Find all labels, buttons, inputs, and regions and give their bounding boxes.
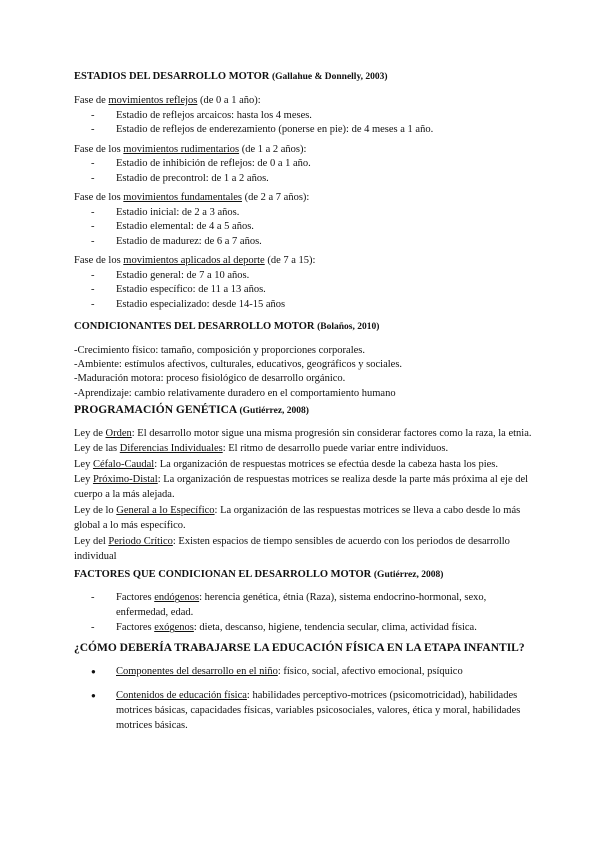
factor-term: exógenos	[154, 622, 194, 634]
phase-prefix: Fase de	[74, 95, 109, 106]
factor-text: : dieta, descanso, higiene, tendencia secular, clima, actividad física.	[193, 622, 477, 634]
law-text: : El ritmo de desarrollo puede variar entre individuos.	[222, 443, 449, 455]
section-title-estadios	[74, 70, 540, 84]
law-term: Diferencias Individuales	[119, 443, 223, 455]
stage-item: - Estadio específico: de 11 a 13 años.	[91, 283, 540, 298]
law-text: : El desarrollo motor sigue una misma progresión sin considerar factores como la raza, la etnia.	[131, 427, 532, 439]
phase-term: movimientos rudimentarios	[123, 143, 240, 155]
law-term: Próximo-Distal	[92, 474, 158, 486]
law-text: : La organización de respuestas motrices se efectúa desde la cabeza hasta los pies.	[154, 458, 499, 470]
phase-range: (de 2 a 7 años):	[241, 192, 310, 203]
phase-prefix: Fase de los	[74, 143, 124, 155]
section-programacion	[74, 403, 540, 565]
stage-item: - Estadio de reflejos de enderezamiento (ponerse en pie): de 4 meses a 1 año.	[91, 123, 540, 138]
law-text: : Existen espacios de tiempo sensibles de acuerdo con los periodos de desarrollo individual	[74, 535, 510, 563]
section-title-educacion-fisica	[74, 641, 540, 655]
phase-heading	[74, 254, 540, 269]
stage-item: - Estadio de reflejos arcaicos: hasta los 4 meses.	[91, 109, 540, 124]
phase-heading	[74, 191, 540, 206]
bullet-text: : físico, social, afectivo emocional, psíquico	[277, 666, 463, 678]
heading-source: (Gutiérrez, 2008)	[239, 405, 309, 416]
stage-item: - Estadio de madurez: de 6 a 7 años.	[91, 235, 540, 250]
law-paragraph	[74, 534, 540, 565]
law-paragraph	[74, 441, 540, 456]
laws-list	[74, 426, 540, 565]
heading-text: ESTADIOS DEL DESARROLLO MOTOR	[74, 71, 270, 82]
law-prefix: Ley del	[74, 535, 109, 547]
law-paragraph	[74, 426, 540, 441]
section-factores	[74, 568, 540, 635]
phases-list	[74, 94, 540, 312]
law-paragraph	[74, 457, 540, 472]
law-term: General a lo Específico	[116, 504, 215, 516]
condicionante-line: -Crecimiento físico: tamaño, composición y proporciones corporales.	[74, 345, 366, 356]
law-text: : La organización de respuestas motrices se realiza desde la parte más próxima al eje del cuerpo a la más alejada.	[74, 474, 529, 501]
law-prefix: Ley de lo	[74, 504, 117, 516]
law-paragraph	[74, 503, 540, 534]
condicionante-line: -Maduración motora: proceso fisiológico de desarrollo orgánico.	[74, 373, 346, 385]
stage-item: - Estadio de precontrol: de 1 a 2 años.	[91, 172, 540, 187]
law-prefix: Ley	[74, 458, 93, 470]
heading-source: (Bolaños, 2010)	[317, 322, 380, 332]
law-term: Céfalo-Caudal	[92, 458, 155, 470]
stage-list	[74, 269, 540, 313]
law-prefix: Ley de las	[74, 443, 120, 455]
phase-heading	[74, 94, 540, 109]
phase-range: (de 1 a 2 años):	[239, 143, 307, 155]
bullet-item	[91, 664, 540, 679]
factor-item	[91, 620, 540, 635]
stage-item: - Estadio especializado: desde 14-15 años	[91, 298, 540, 313]
phase-term: movimientos reflejos	[108, 95, 198, 106]
law-text: : La organización de las respuestas motrices se lleva a cabo desde lo más global a lo más específico.	[74, 504, 521, 532]
law-prefix: Ley	[74, 474, 93, 486]
heading-text: ¿CÓMO DEBERÍA TRABAJARSE LA EDUCACIÓN FÍSICA EN LA ETAPA INFANTIL?	[74, 642, 525, 655]
factor-term: endógenos	[154, 592, 200, 604]
phase-range: (de 7 a 15):	[264, 255, 316, 266]
bullet-text: : habilidades perceptivo-motrices (psicomotricidad), habilidades motrices básicas, capacidades físicas, variables psicosociales, valores, ética y moral, habilidades motrices básicas.	[116, 690, 521, 732]
condicionante-line: -Ambiente: estímulos afectivos, culturales, educativos, geográficos y sociales.	[74, 359, 403, 371]
bullet-term: Componentes del desarrollo en el niño	[116, 666, 278, 678]
condicionante-line: -Aprendizaje: cambio relativamente duradero en el comportamiento humano	[74, 387, 396, 399]
factor-text: : herencia genética, étnia (Raza), sistema endocrino-hormonal, sexo, enfermedad, edad.	[116, 592, 487, 619]
phase-prefix: Fase de los	[74, 255, 124, 266]
section-educacion-fisica	[74, 641, 540, 733]
stage-list	[74, 157, 540, 186]
factor-prefix: Factores	[116, 592, 155, 604]
educacion-list	[74, 664, 540, 733]
heading-source: (Gallahue & Donnelly, 2003)	[272, 72, 388, 82]
section-title-programacion	[74, 403, 540, 418]
stage-list	[74, 206, 540, 250]
law-paragraph	[74, 472, 540, 503]
law-term: Periodo Crítico	[108, 535, 173, 547]
factor-item	[91, 590, 540, 620]
factor-prefix: Factores	[116, 622, 155, 634]
law-prefix: Ley de	[74, 427, 106, 439]
bullet-item	[91, 688, 540, 733]
heading-source: (Gutiérrez, 2008)	[373, 570, 444, 581]
section-title-condicionantes	[74, 320, 540, 334]
law-term: Orden	[105, 427, 132, 439]
stage-item: - Estadio de inhibición de reflejos: de 0 a 1 año.	[91, 157, 540, 172]
phase-term: movimientos fundamentales	[123, 192, 242, 203]
heading-text: FACTORES QUE CONDICIONAN EL DESARROLLO MOTOR	[74, 569, 372, 581]
stage-list	[74, 109, 540, 138]
stage-item: - Estadio general: de 7 a 10 años.	[91, 269, 540, 284]
phase-heading	[74, 143, 540, 158]
heading-text: PROGRAMACIÓN GENÉTICA	[74, 403, 237, 416]
stage-item: - Estadio inicial: de 2 a 3 años.	[91, 206, 540, 221]
section-title-factores	[74, 568, 540, 582]
bullet-term: Contenidos de educación física	[116, 690, 247, 702]
phase-range: (de 0 a 1 año):	[197, 95, 261, 106]
section-condicionantes	[74, 320, 540, 401]
factores-list	[74, 590, 540, 635]
heading-text: CONDICIONANTES DEL DESARROLLO MOTOR	[74, 321, 315, 332]
stage-item: - Estadio elemental: de 4 a 5 años.	[91, 220, 540, 235]
phase-prefix: Fase de los	[74, 192, 124, 203]
phase-term: movimientos aplicados al deporte	[123, 255, 265, 266]
